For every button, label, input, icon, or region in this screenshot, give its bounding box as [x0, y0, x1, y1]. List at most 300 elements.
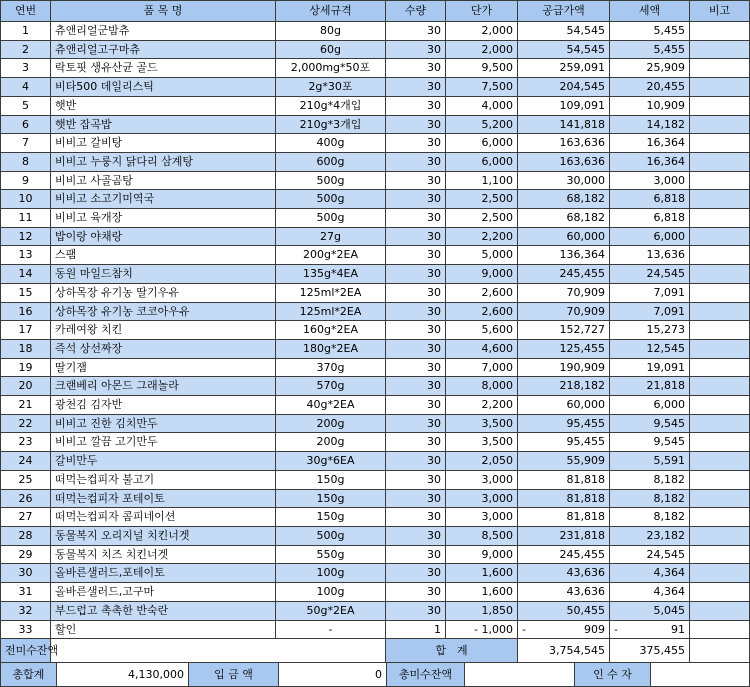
row-no: 26: [1, 489, 51, 508]
row-qty: 30: [386, 321, 446, 340]
col-header-spec: 상세규격: [276, 1, 386, 22]
deposit-label: 입 금 액: [189, 663, 279, 687]
row-qty: 30: [386, 209, 446, 228]
total-value: 4,130,000: [57, 663, 189, 687]
row-unit-price: 4,000: [446, 96, 518, 115]
row-item-name: 할인: [51, 620, 276, 639]
row-tax: 10,909: [610, 96, 690, 115]
row-no: 2: [1, 40, 51, 59]
row-qty: 30: [386, 433, 446, 452]
row-supply-amount: 43,636: [518, 564, 610, 583]
row-note: [690, 209, 750, 228]
col-header-no: 연번: [1, 1, 51, 22]
row-note: [690, 40, 750, 59]
header-row: [1, 1, 750, 22]
row-supply-amount: 68,182: [518, 190, 610, 209]
row-item-name: 비비고 갈비탕: [51, 134, 276, 153]
row-note: [690, 115, 750, 134]
row-item-name: 크랜베리 아몬드 그래놀라: [51, 377, 276, 396]
row-tax: 16,364: [610, 152, 690, 171]
row-spec: 370g: [276, 358, 386, 377]
row-no: 33: [1, 620, 51, 639]
supply-value: 909: [584, 622, 605, 636]
table-row: [1, 489, 750, 508]
row-supply-amount: 60,000: [518, 396, 610, 415]
row-note: [690, 339, 750, 358]
sum-label: 합 계: [386, 639, 518, 663]
table-row: [1, 583, 750, 602]
row-no: 30: [1, 564, 51, 583]
table-row: [1, 470, 750, 489]
row-unit-price: 1,600: [446, 583, 518, 602]
row-qty: 30: [386, 227, 446, 246]
row-note: [690, 452, 750, 471]
row-note: [690, 190, 750, 209]
row-unit-price: 9,000: [446, 265, 518, 284]
row-tax: 4,364: [610, 583, 690, 602]
table-row: [1, 246, 750, 265]
row-no: 23: [1, 433, 51, 452]
row-tax: 7,091: [610, 302, 690, 321]
row-spec: 2g*30포: [276, 78, 386, 97]
row-no: 17: [1, 321, 51, 340]
row-supply-amount: 81,818: [518, 508, 610, 527]
table-row: [1, 601, 750, 620]
row-supply-amount: 43,636: [518, 583, 610, 602]
subtotal-row: [1, 639, 750, 663]
row-qty: 30: [386, 246, 446, 265]
row-item-name: 상하목장 유기농 코코아우유: [51, 302, 276, 321]
table-row: [1, 115, 750, 134]
row-supply-amount: 109,091: [518, 96, 610, 115]
row-item-name: 딸기잼: [51, 358, 276, 377]
row-no: 20: [1, 377, 51, 396]
row-qty: 30: [386, 190, 446, 209]
row-qty: 30: [386, 134, 446, 153]
row-no: 25: [1, 470, 51, 489]
tax-dash: -: [614, 622, 618, 636]
row-no: 5: [1, 96, 51, 115]
row-spec: 400g: [276, 134, 386, 153]
row-spec: 100g: [276, 564, 386, 583]
row-unit-price: 2,500: [446, 190, 518, 209]
row-supply-amount: 95,455: [518, 414, 610, 433]
row-unit-price: 2,000: [446, 40, 518, 59]
col-header-note: 비고: [690, 1, 750, 22]
row-supply-amount: 55,909: [518, 452, 610, 471]
row-tax: 6,818: [610, 190, 690, 209]
row-spec: 2,000mg*50포: [276, 59, 386, 78]
row-note: [690, 564, 750, 583]
row-spec: 50g*2EA: [276, 601, 386, 620]
row-unit-price: 7,000: [446, 358, 518, 377]
row-tax: 16,364: [610, 134, 690, 153]
row-unit-price: 6,000: [446, 134, 518, 153]
row-item-name: 올바른샐러드,고구마: [51, 583, 276, 602]
row-tax: 25,909: [610, 59, 690, 78]
row-note: [690, 283, 750, 302]
row-supply-amount: 81,818: [518, 470, 610, 489]
row-supply-amount: 245,455: [518, 265, 610, 284]
row-supply-amount: 163,636: [518, 134, 610, 153]
row-spec: 100g: [276, 583, 386, 602]
row-supply-amount: 141,818: [518, 115, 610, 134]
row-item-name: 광천김 김자반: [51, 396, 276, 415]
row-spec: 600g: [276, 152, 386, 171]
row-spec: 500g: [276, 190, 386, 209]
row-supply-amount: 60,000: [518, 227, 610, 246]
row-spec: 80g: [276, 22, 386, 41]
row-tax: 5,455: [610, 22, 690, 41]
row-note: [690, 545, 750, 564]
row-spec: 200g: [276, 414, 386, 433]
row-unit-price: 9,500: [446, 59, 518, 78]
row-spec: 210g*4개입: [276, 96, 386, 115]
row-spec: 570g: [276, 377, 386, 396]
deposit-value: 0: [279, 663, 387, 687]
row-no: 6: [1, 115, 51, 134]
table-row: [1, 265, 750, 284]
row-tax: 20,455: [610, 78, 690, 97]
row-note: [690, 59, 750, 78]
table-row: [1, 396, 750, 415]
row-no: 21: [1, 396, 51, 415]
row-no: 11: [1, 209, 51, 228]
row-qty: 30: [386, 583, 446, 602]
row-tax: 3,000: [610, 171, 690, 190]
row-tax: 6,000: [610, 396, 690, 415]
table-row: [1, 564, 750, 583]
row-no: 27: [1, 508, 51, 527]
row-unit-price: 2,050: [446, 452, 518, 471]
row-qty: 30: [386, 508, 446, 527]
row-unit-price: 8,000: [446, 377, 518, 396]
row-spec: 125ml*2EA: [276, 283, 386, 302]
row-qty: 30: [386, 96, 446, 115]
receiver-value: [651, 663, 750, 687]
row-no: 14: [1, 265, 51, 284]
row-no: 18: [1, 339, 51, 358]
row-unit-price: 8,500: [446, 526, 518, 545]
row-item-name: 동물복지 오리지널 치킨너겟: [51, 526, 276, 545]
row-item-name: 햇반 잡곡밥: [51, 115, 276, 134]
row-spec: 150g: [276, 508, 386, 527]
row-note: [690, 396, 750, 415]
row-spec: 60g: [276, 40, 386, 59]
row-qty: 30: [386, 396, 446, 415]
row-item-name: 카레여왕 치킨: [51, 321, 276, 340]
row-no: 31: [1, 583, 51, 602]
balance-value: [465, 663, 575, 687]
row-note: [690, 508, 750, 527]
row-supply-amount: 204,545: [518, 78, 610, 97]
row-qty: 30: [386, 115, 446, 134]
row-note: [690, 246, 750, 265]
table-row: [1, 59, 750, 78]
row-item-name: 츄앤리얼군밤츄: [51, 22, 276, 41]
row-spec: 200g*2EA: [276, 246, 386, 265]
row-unit-price: 2,600: [446, 302, 518, 321]
row-supply-amount: 54,545: [518, 40, 610, 59]
row-unit-price: 2,500: [446, 209, 518, 228]
sum-note: [690, 639, 750, 663]
row-no: 28: [1, 526, 51, 545]
table-row: [1, 414, 750, 433]
row-unit-price: 4,600: [446, 339, 518, 358]
row-tax: 21,818: [610, 377, 690, 396]
row-spec: 40g*2EA: [276, 396, 386, 415]
table-row: [1, 377, 750, 396]
row-tax: 23,182: [610, 526, 690, 545]
row-tax: 4,364: [610, 564, 690, 583]
table-row: [1, 302, 750, 321]
sum-supply: 3,754,545: [518, 639, 610, 663]
row-tax: 8,182: [610, 508, 690, 527]
row-tax: 9,545: [610, 433, 690, 452]
row-tax: 24,545: [610, 545, 690, 564]
row-note: [690, 358, 750, 377]
row-unit-price: 5,600: [446, 321, 518, 340]
table-row: [1, 526, 750, 545]
row-spec: -: [276, 620, 386, 639]
row-item-name: 비비고 진한 김치만두: [51, 414, 276, 433]
table-row: [1, 545, 750, 564]
row-note: [690, 526, 750, 545]
row-item-name: 비비고 육개장: [51, 209, 276, 228]
prev-balance-label: 전미수잔액: [1, 639, 51, 663]
discount-row: [1, 620, 750, 639]
row-qty: 30: [386, 40, 446, 59]
row-item-name: 비비고 깔끔 고기만두: [51, 433, 276, 452]
row-spec: 210g*3개입: [276, 115, 386, 134]
row-supply-amount: 30,000: [518, 171, 610, 190]
sum-tax: 375,455: [610, 639, 690, 663]
col-header-unit-price: 단가: [446, 1, 518, 22]
row-item-name: 햇반: [51, 96, 276, 115]
table-row: [1, 171, 750, 190]
row-no: 13: [1, 246, 51, 265]
row-no: 32: [1, 601, 51, 620]
row-supply-amount: 231,818: [518, 526, 610, 545]
row-tax: 5,455: [610, 40, 690, 59]
row-unit-price: 2,000: [446, 22, 518, 41]
row-spec: 500g: [276, 526, 386, 545]
row-tax: 12,545: [610, 339, 690, 358]
row-item-name: 비비고 사골곰탕: [51, 171, 276, 190]
row-no: 19: [1, 358, 51, 377]
row-no: 16: [1, 302, 51, 321]
row-no: 4: [1, 78, 51, 97]
row-note: [690, 134, 750, 153]
row-no: 3: [1, 59, 51, 78]
row-qty: 30: [386, 526, 446, 545]
row-spec: 150g: [276, 470, 386, 489]
table-row: [1, 190, 750, 209]
row-supply-amount: [518, 620, 610, 639]
row-spec: 125ml*2EA: [276, 302, 386, 321]
row-note: [690, 78, 750, 97]
row-supply-amount: 152,727: [518, 321, 610, 340]
row-qty: 30: [386, 564, 446, 583]
row-qty: 30: [386, 22, 446, 41]
row-unit-price: 2,200: [446, 227, 518, 246]
table-row: [1, 22, 750, 41]
row-item-name: 동원 마일드참치: [51, 265, 276, 284]
prev-balance-value: [51, 639, 386, 663]
row-no: 10: [1, 190, 51, 209]
row-no: 29: [1, 545, 51, 564]
row-note: [690, 377, 750, 396]
row-tax: [610, 620, 690, 639]
row-unit-price: 3,000: [446, 470, 518, 489]
row-unit-price: 6,000: [446, 152, 518, 171]
row-qty: 30: [386, 414, 446, 433]
row-qty: 30: [386, 152, 446, 171]
receiver-label: 인 수 자: [575, 663, 651, 687]
row-unit-price: 5,000: [446, 246, 518, 265]
tax-value: 91: [671, 622, 685, 636]
totals-table: [0, 662, 750, 687]
row-supply-amount: 54,545: [518, 22, 610, 41]
row-unit-price: 1,600: [446, 564, 518, 583]
row-note: [690, 489, 750, 508]
table-row: [1, 452, 750, 471]
row-no: 22: [1, 414, 51, 433]
row-tax: 8,182: [610, 489, 690, 508]
row-tax: 5,591: [610, 452, 690, 471]
row-qty: 30: [386, 545, 446, 564]
row-no: 15: [1, 283, 51, 302]
row-unit-price: 3,000: [446, 508, 518, 527]
row-spec: 500g: [276, 171, 386, 190]
row-supply-amount: 81,818: [518, 489, 610, 508]
row-note: [690, 321, 750, 340]
row-tax: 8,182: [610, 470, 690, 489]
row-supply-amount: 136,364: [518, 246, 610, 265]
row-unit-price: 9,000: [446, 545, 518, 564]
row-item-name: 밥이랑 야채랑: [51, 227, 276, 246]
item-rows: [1, 22, 750, 621]
row-unit-price: 3,000: [446, 489, 518, 508]
row-qty: 30: [386, 171, 446, 190]
row-note: [690, 302, 750, 321]
row-no: 9: [1, 171, 51, 190]
grand-total-row: [1, 663, 750, 687]
row-note: [690, 265, 750, 284]
table-row: [1, 78, 750, 97]
row-qty: 30: [386, 265, 446, 284]
row-no: 7: [1, 134, 51, 153]
row-note: [690, 152, 750, 171]
row-qty: 30: [386, 489, 446, 508]
row-unit-price: 7,500: [446, 78, 518, 97]
row-unit-price: 1,100: [446, 171, 518, 190]
row-note: [690, 433, 750, 452]
table-row: [1, 433, 750, 452]
row-tax: 14,182: [610, 115, 690, 134]
row-supply-amount: 245,455: [518, 545, 610, 564]
row-supply-amount: 163,636: [518, 152, 610, 171]
balance-label: 총미수잔액: [387, 663, 465, 687]
table-row: [1, 321, 750, 340]
row-note: [690, 227, 750, 246]
row-item-name: 비타500 데일리스틱: [51, 78, 276, 97]
table-row: [1, 508, 750, 527]
row-spec: 160g*2EA: [276, 321, 386, 340]
row-tax: 13,636: [610, 246, 690, 265]
row-tax: 6,000: [610, 227, 690, 246]
row-item-name: 츄앤리얼고구마츄: [51, 40, 276, 59]
row-spec: 135g*4EA: [276, 265, 386, 284]
row-supply-amount: 95,455: [518, 433, 610, 452]
row-spec: 180g*2EA: [276, 339, 386, 358]
table-row: [1, 209, 750, 228]
row-note: [690, 414, 750, 433]
row-spec: 150g: [276, 489, 386, 508]
row-supply-amount: 50,455: [518, 601, 610, 620]
row-item-name: 동물복지 치즈 치킨너겟: [51, 545, 276, 564]
row-qty: 30: [386, 358, 446, 377]
row-item-name: 올바른샐러드,포테이토: [51, 564, 276, 583]
row-qty: 30: [386, 601, 446, 620]
row-tax: 15,273: [610, 321, 690, 340]
row-tax: 9,545: [610, 414, 690, 433]
row-item-name: 비비고 소고기미역국: [51, 190, 276, 209]
row-unit-price: 2,600: [446, 283, 518, 302]
row-qty: 30: [386, 339, 446, 358]
row-no: 1: [1, 22, 51, 41]
row-qty: 30: [386, 452, 446, 471]
row-unit-price: - 1,000: [446, 620, 518, 639]
row-note: [690, 470, 750, 489]
table-row: [1, 40, 750, 59]
table-row: [1, 339, 750, 358]
row-item-name: 떠먹는컵피자 불고기: [51, 470, 276, 489]
row-unit-price: 3,500: [446, 433, 518, 452]
col-header-tax: 세액: [610, 1, 690, 22]
row-spec: 200g: [276, 433, 386, 452]
row-qty: 1: [386, 620, 446, 639]
row-supply-amount: 68,182: [518, 209, 610, 228]
total-label: 총합계: [1, 663, 57, 687]
row-spec: 500g: [276, 209, 386, 228]
row-item-name: 부드럽고 촉촉한 반숙란: [51, 601, 276, 620]
row-note: [690, 171, 750, 190]
row-spec: 30g*6EA: [276, 452, 386, 471]
row-item-name: 즉석 상선짜장: [51, 339, 276, 358]
row-supply-amount: 70,909: [518, 302, 610, 321]
col-header-item-name: 품 목 명: [51, 1, 276, 22]
row-item-name: 비비고 누룽지 닭다리 삼계탕: [51, 152, 276, 171]
row-tax: 6,818: [610, 209, 690, 228]
table-row: [1, 227, 750, 246]
row-note: [690, 583, 750, 602]
row-supply-amount: 125,455: [518, 339, 610, 358]
row-qty: 30: [386, 78, 446, 97]
row-item-name: 상하목장 유기농 딸기우유: [51, 283, 276, 302]
row-supply-amount: 70,909: [518, 283, 610, 302]
row-tax: 19,091: [610, 358, 690, 377]
row-unit-price: 2,200: [446, 396, 518, 415]
row-spec: 550g: [276, 545, 386, 564]
row-note: [690, 601, 750, 620]
row-qty: 30: [386, 59, 446, 78]
row-unit-price: 3,500: [446, 414, 518, 433]
row-note: [690, 620, 750, 639]
row-note: [690, 96, 750, 115]
row-tax: 24,545: [610, 265, 690, 284]
row-unit-price: 5,200: [446, 115, 518, 134]
